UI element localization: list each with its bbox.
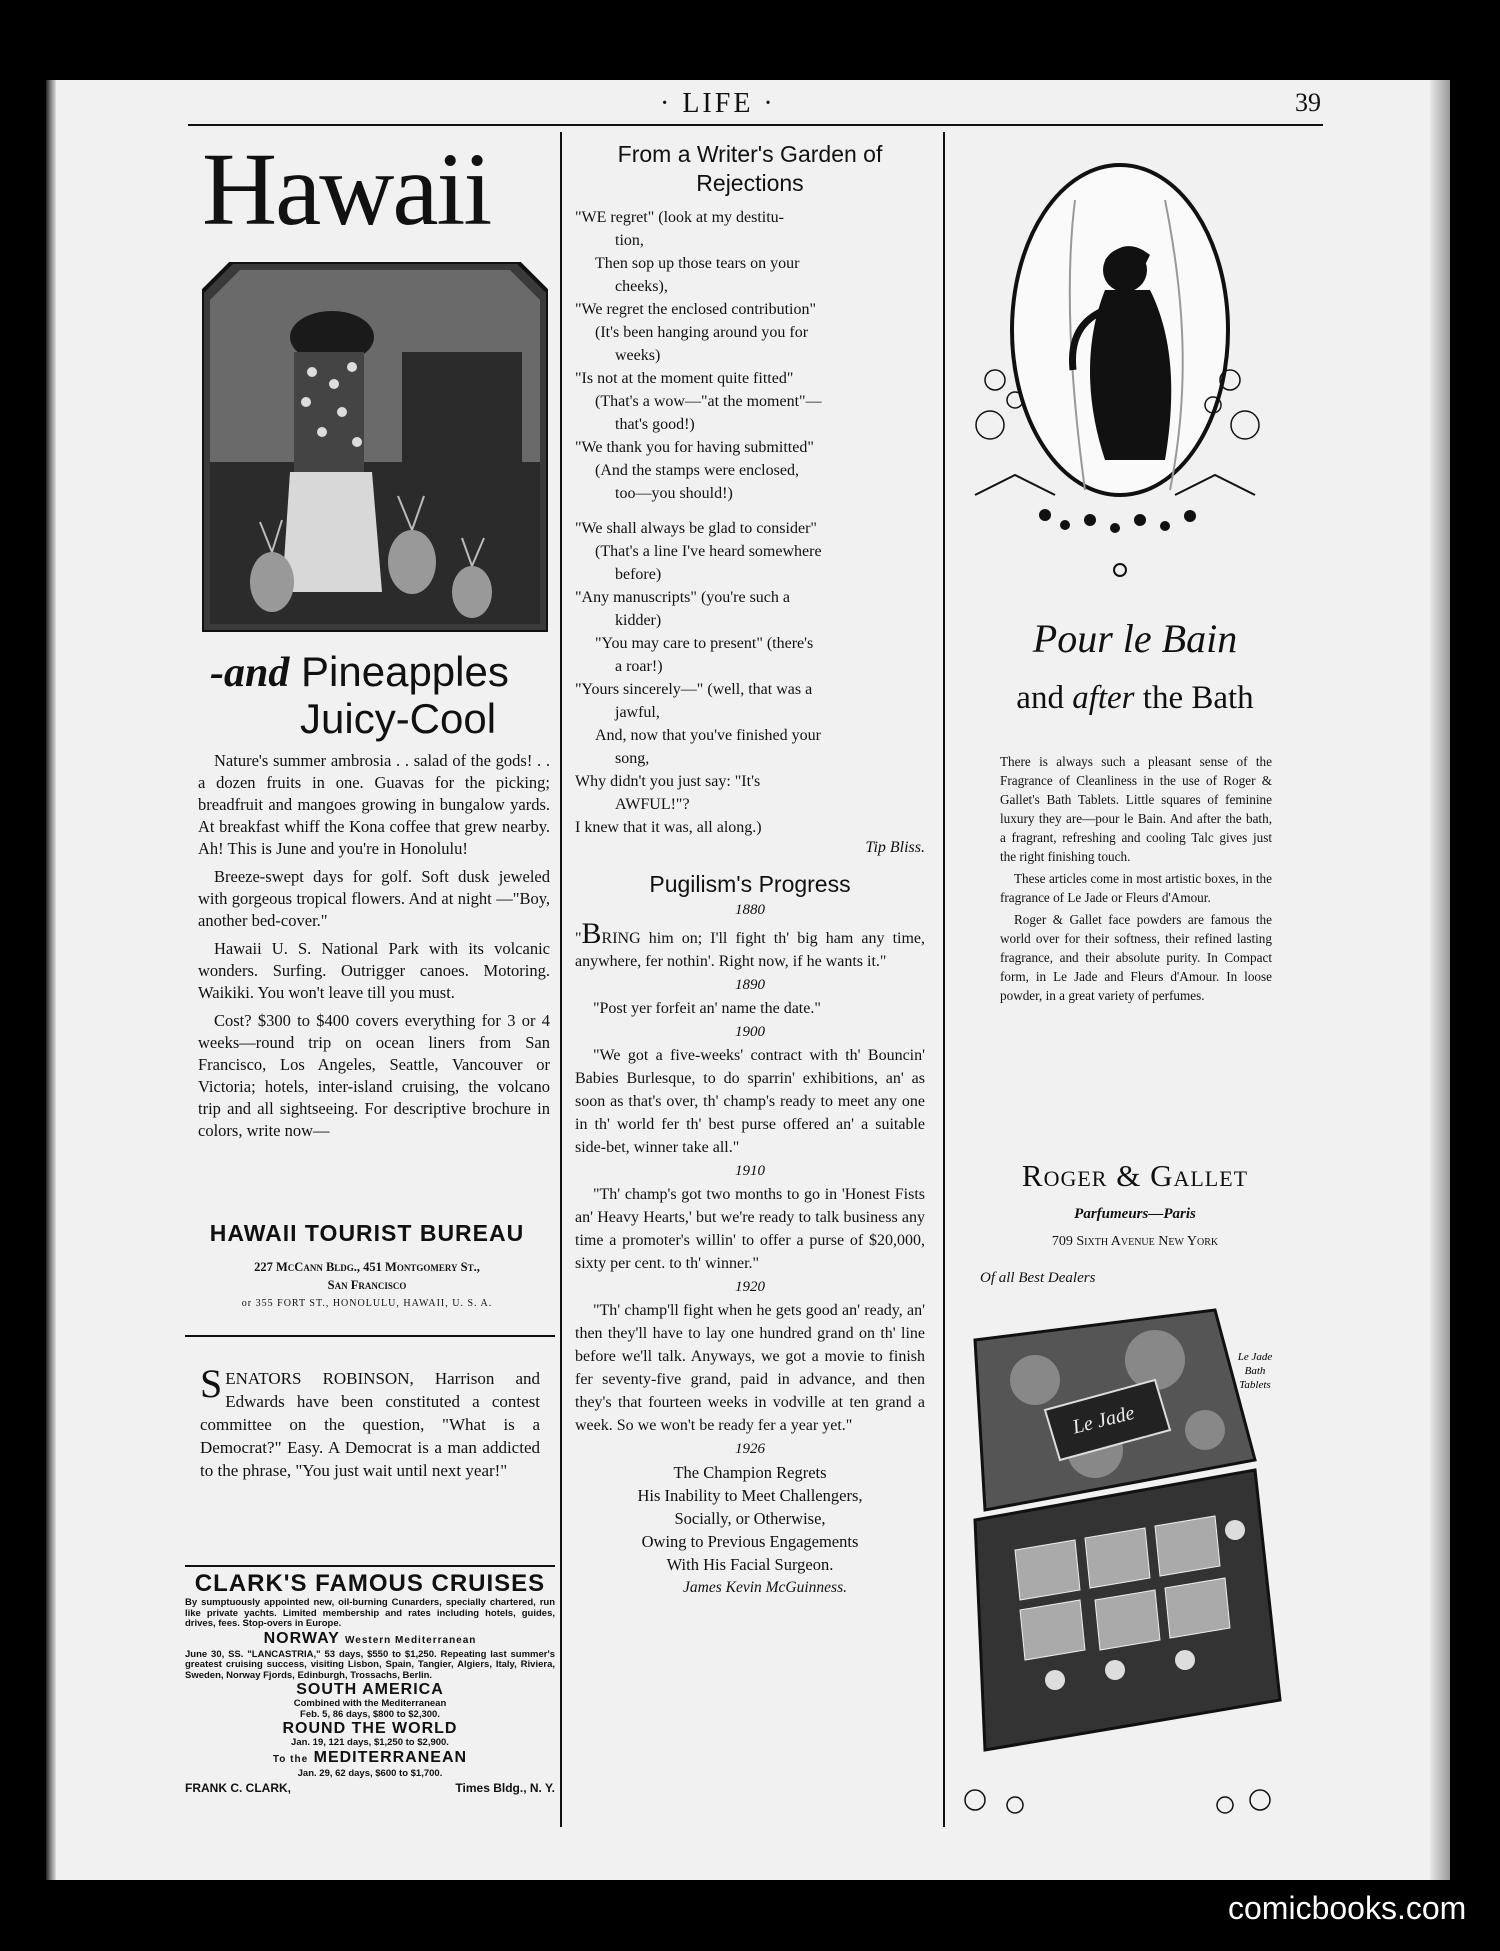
address-line: San Francisco — [327, 1278, 407, 1292]
poem-title-line: From a Writer's Garden of — [617, 141, 883, 167]
roger-gallet-brand: Roger & Gallet — [1021, 1158, 1249, 1193]
year-1920: 1920 — [735, 1279, 765, 1295]
roger-gallet-dealers: Of all Best Dealers — [980, 1270, 1096, 1286]
roger-gallet-body — [1000, 752, 1272, 1008]
page-number: 39 — [1295, 88, 1321, 117]
hawaii-subtitle-pineapples: Pineapples — [289, 648, 509, 695]
poem-line: "We thank you for having submitted" — [575, 439, 814, 456]
clark-title: CLARK'S FAMOUS CRUISES — [194, 1570, 546, 1597]
middle-column — [575, 140, 925, 1600]
roger-gallet-parfumeurs: Parfumeurs—Paris — [1074, 1206, 1196, 1222]
hawaii-paragraph: Nature's summer ambrosia . . salad of the gods! . . a dozen fruits in one. Guavas for the picking; breadfruit and mangoes growing in bungalow yards. At breakfast whiff the Kona coffee that grew nearby. Ah! This is June and you're in Honolulu! — [198, 751, 550, 858]
pugilism-1926-line: With His Facial Surgeon. — [666, 1555, 834, 1574]
senators-dropcap: S — [200, 1361, 223, 1406]
roger-gallet-subheadline — [985, 680, 1285, 717]
hawaii-subtitle-line2: Juicy-Cool — [300, 695, 497, 742]
watermark: comicbooks.com — [1228, 1890, 1467, 1926]
pugilism-1910-text: "Th' champ's got two months to go in 'Honest Fists an' Heavy Hearts,' but we're ready to talk business any time a promoter's willin' to offer a purse of $20,000, sixty per cent. to th' winner." — [575, 1186, 925, 1272]
year-1926: 1926 — [735, 1441, 765, 1457]
poem-line: "Is not at the moment quite fitted" — [575, 370, 794, 387]
clark-mediterranean-heading — [185, 1749, 555, 1769]
pugilism-1926-line: His Inability to Meet Challengers, — [637, 1486, 863, 1505]
poem-line: "You may care to present" (there's — [595, 635, 814, 652]
pugilism-1926-line: Socially, or Otherwise, — [674, 1509, 826, 1528]
year-1910: 1910 — [735, 1163, 765, 1179]
column-divider-right — [943, 132, 945, 1827]
poem-line: kidder) — [615, 612, 662, 629]
roger-gallet-headline: Pour le Bain — [1032, 616, 1238, 661]
hawaii-ad-title: Hawaii — [202, 132, 491, 247]
column-divider-left — [560, 132, 562, 1827]
poem-line: weeks) — [615, 347, 661, 364]
pugilism-1880-body: RING him on; I'll fight th' big ham any time, anywhere, fer nothin'. Right now, if he wants it." — [575, 930, 925, 970]
hawaii-subtitle-and: -and — [210, 650, 290, 696]
clark-footer-name: FRANK C. CLARK, — [185, 1781, 291, 1795]
poem-line: tion, — [615, 232, 644, 249]
box-caption-line: Le Jade — [1237, 1351, 1273, 1363]
hawaii-pineapple-photo — [202, 262, 548, 632]
senators-item — [200, 1361, 540, 1482]
year-1880: 1880 — [735, 902, 765, 918]
poem-signature: Tip Bliss. — [865, 839, 925, 856]
hawaii-bureau-name: HAWAII TOURIST BUREAU — [209, 1220, 525, 1246]
address-line: 227 McCann Bldg., 451 Montgomery St., — [254, 1260, 480, 1274]
poem-title-line: Rejections — [696, 170, 804, 196]
poem-line: "Yours sincerely—" (well, that was a — [575, 681, 813, 698]
year-1900: 1900 — [735, 1024, 765, 1040]
poem-title — [575, 140, 925, 198]
clark-cruises-ad — [185, 1570, 555, 1795]
poem-line: I knew that it was, all along.) — [575, 819, 762, 836]
pugilism-1890-text: "Post yer forfeit an' name the date." — [593, 1000, 821, 1017]
clark-south-america-text: Feb. 5, 86 days, $800 to $2,300. — [300, 1708, 440, 1720]
pugilism-1926-text — [575, 1461, 925, 1576]
bath-tablets-box-illustration — [955, 1300, 1283, 1820]
roger-gallet-address: 709 Sixth Avenue New York — [1051, 1234, 1219, 1249]
pugilism-signature: James Kevin McGuinness. — [683, 1579, 847, 1596]
box-caption-line: Tablets — [1239, 1379, 1271, 1391]
clark-norway-text: June 30, SS. "LANCASTRIA," 53 days, $550 to $1,250. Repeating last summer's greatest cruising success, visiting Lisbon, Spain, Tangier, Algiers, Italy, Riviera, Sweden, Norway Fjords, Edinburgh, Trossachs, Berlin. — [185, 1648, 555, 1681]
page-edge — [1430, 80, 1450, 1880]
box-caption-line: Bath — [1244, 1365, 1266, 1377]
clark-intro: By sumptuously appointed new, oil-burning Cunarders, specially chartered, run like private yachts. Limited membership and rates including hotels, guides, drives, fees. Stop-overs in Europe. — [185, 1597, 555, 1629]
poem-line: Then sop up those tears on your — [595, 255, 800, 272]
year-1890: 1890 — [735, 977, 765, 993]
clark-norway-sub: Western Mediterranean — [345, 1634, 477, 1646]
divider-senators-clark — [185, 1565, 555, 1567]
poem-line: (That's a line I've heard somewhere — [595, 543, 822, 560]
poem-line: (It's been hanging around you for — [595, 324, 809, 341]
hawaii-bureau-address-alt: or 355 FORT ST., HONOLULU, HAWAII, U. S. A. — [241, 1298, 493, 1309]
poem-line: "WE regret" (look at my destitu- — [575, 209, 784, 226]
poem-line: (And the stamps were enclosed, — [595, 462, 799, 479]
clark-mediterranean-text: Jan. 29, 62 days, $600 to $1,700. — [297, 1767, 443, 1779]
clark-footer-address: Times Bldg., N. Y. — [455, 1781, 555, 1795]
hawaii-subtitle-line1 — [210, 648, 509, 697]
poem-line: AWFUL!"? — [615, 796, 690, 813]
clark-south-america-sub: Combined with the Mediterranean — [293, 1698, 447, 1709]
pugilism-1926-line: Owing to Previous Engagements — [641, 1532, 859, 1551]
poem-line: jawful, — [615, 704, 660, 721]
bather-silhouette-illustration — [955, 160, 1275, 590]
hawaii-paragraph: Cost? $300 to $400 covers everything for 3 or 4 weeks—round trip on ocean liners from San Francisco, Los Angeles, Seattle, Vancouver or Victoria; hotels, inter-island cruising, the volcano trip and all sightseeing. For descriptive brochure in colors, write now— — [198, 1011, 550, 1140]
pugilism-1926-line: The Champion Regrets — [673, 1463, 827, 1482]
poem-line: "We regret the enclosed contribution" — [575, 301, 817, 318]
poem-body — [575, 206, 925, 839]
hawaii-body — [198, 750, 550, 1148]
pugilism-1880-text — [575, 917, 925, 973]
hawaii-bureau-address — [182, 1258, 552, 1294]
roger-gallet-paragraph: There is always such a pleasant sense of the Fragrance of Cleanliness in the use of Roger & Gallet's Bath Tablets. Little squares of feminine luxury they are—pour le Bain. And after the bath, a fragrant, refreshing and cooling Talc gives just the right finishing touch. — [1000, 754, 1272, 864]
hawaii-paragraph: Breeze-swept days for golf. Soft dusk jeweled with gorgeous tropical flowers. And at night —"Boy, another bed-cover." — [198, 867, 550, 930]
header-rule — [188, 124, 1323, 126]
magazine-header: · LIFE · — [660, 88, 776, 119]
subheadline-rest: the Bath — [1134, 680, 1254, 716]
subheadline-after: after — [1072, 680, 1135, 716]
roger-gallet-paragraph: Roger & Gallet face powders are famous the world over for their softness, their refined lasting fragrance, and their absolute purity. In Compact form, in Le Jade and Fleurs d'Amour. In loose powder, in a great variety of perfumes. — [1000, 912, 1272, 1003]
clark-norway-heading — [185, 1630, 555, 1650]
hawaii-paragraph: Hawaii U. S. National Park with its volcanic wonders. Surfing. Outrigger canoes. Motoring. Waikiki. You won't leave till you must. — [198, 939, 550, 1002]
poem-line: And, now that you've finished your — [595, 727, 821, 744]
clark-round-world-text: Jan. 19, 121 days, $1,250 to $2,900. — [291, 1737, 449, 1748]
pugilism-1920-text: "Th' champ'll fight when he gets good an' ready, an' then they'll have to lay one hundred grand on th' line before we'll talk. Anyways, we got a movie to finish fer seventy-five grand, paid in advance, and then they's that fourteen weeks in vodville at ten grand a week. So we won't be ready fer a year yet." — [575, 1302, 925, 1434]
clark-norway: NORWAY — [263, 1629, 340, 1647]
pugilism-dropcap: B — [581, 917, 602, 950]
poem-line: song, — [615, 750, 650, 767]
box-label: Le Jade — [1070, 1401, 1137, 1439]
pugilism-title: Pugilism's Progress — [649, 871, 851, 897]
page-binding — [46, 80, 56, 1880]
senators-text: ENATORS ROBINSON, Harrison and Edwards have been constituted a contest committee on the question, "What is a Democrat?" Easy. A Democrat is a man addicted to the phrase, "You just wait until next year!" — [200, 1369, 540, 1480]
poem-line: before) — [615, 566, 662, 583]
subheadline-and: and — [1016, 680, 1073, 716]
divider-hawaii-senators — [185, 1335, 555, 1337]
clark-med-prefix: To the — [272, 1753, 309, 1765]
poem-line: a roar!) — [615, 658, 663, 675]
pugilism-1900-text: "We got a five-weeks' contract with th' Bouncin' Babies Burlesque, to do sparrin' exhibitions, an' as soon as that's over, th' champ's ready to meet any one in th' world fer th' best purse offered an' a suitable side-bet, winner take all." — [575, 1047, 925, 1156]
clark-south-america: SOUTH AMERICA — [296, 1681, 444, 1698]
poem-line: cheeks), — [615, 278, 668, 295]
poem-line — [575, 505, 925, 517]
clark-mediterranean: MEDITERRANEAN — [313, 1748, 468, 1766]
poem-line: "Any manuscripts" (you're such a — [575, 589, 791, 606]
poem-line: that's good!) — [615, 416, 695, 433]
poem-line: "We shall always be glad to consider" — [575, 520, 817, 537]
poem-line: too—you should!) — [615, 485, 733, 502]
pugilism-open-quote: " — [575, 930, 582, 947]
clark-round-world: ROUND THE WORLD — [282, 1720, 458, 1737]
poem-line: (That's a wow—"at the moment"— — [595, 393, 822, 410]
roger-gallet-paragraph: These articles come in most artistic boxes, in the fragrance of Le Jade or Fleurs d'Amour. — [1000, 871, 1272, 905]
clark-footer — [185, 1781, 555, 1795]
poem-line: Why didn't you just say: "It's — [575, 773, 761, 790]
